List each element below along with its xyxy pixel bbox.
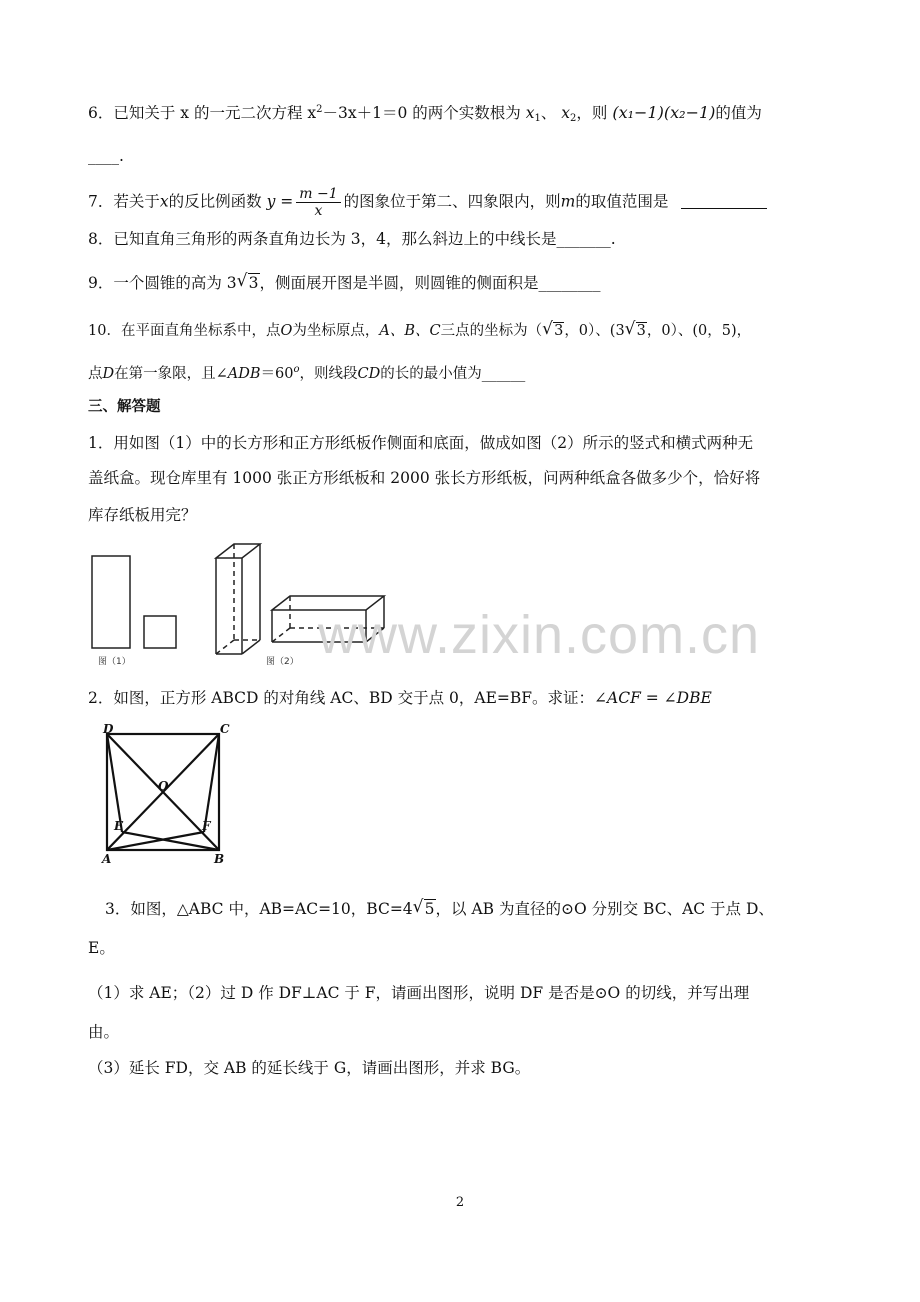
- question-6-line1: 6．已知关于 x 的一元二次方程 $x^2-3x+1=0$ 的两个实数根为 $x_1$、 $x_2$，则 (x₁−1)(x₂−1)的值为: [88, 103, 762, 124]
- label-c: C: [220, 722, 230, 736]
- label-a: A: [102, 852, 112, 866]
- square-board: [144, 616, 176, 648]
- question-8: 8．已知直角三角形的两条直角边长为 3，4，那么斜边上的中线长是_______.: [88, 230, 616, 248]
- label-f: F: [202, 819, 211, 833]
- page-number: 2: [455, 1195, 465, 1210]
- problem-1-line1: 1．用如图（1）中的长方形和正方形纸板作侧面和底面，做成如图（2）所示的竖式和横式两种无: [88, 434, 754, 452]
- label-o: O: [158, 779, 169, 793]
- problem-2: 2．如图，正方形 ABCD 的对角线 AC、BD 交于点 0，AE=BF。求证：∠ACF = ∠DBE: [88, 689, 712, 707]
- problem-1-line2: 盖纸盒。现仓库里有 1000 张正方形纸板和 2000 张长方形纸板，问两种纸盒各做多少个，恰好将: [88, 469, 761, 487]
- section-heading: 三、解答题: [88, 399, 161, 415]
- question-10-line2: 点D在第一象限，且$\angle ADB=60^o$，则线段CD的长的最小值为______: [88, 364, 526, 382]
- answer-blank: [681, 208, 767, 209]
- question-9: 9．一个圆锥的高为 3 √ 3，侧面展开图是半圆，则圆锥的侧面积是________: [88, 273, 601, 293]
- label-d: D: [103, 722, 114, 736]
- vertical-box: [216, 544, 260, 654]
- label-b: B: [214, 852, 225, 866]
- figure-2-caption: 图（2）: [266, 657, 299, 667]
- problem-3-line3: （1）求 AE；（2）过 D 作 DF⊥AC 于 F，请画出图形，说明 DF 是否是⊙O 的切线，并写出理: [88, 984, 750, 1002]
- watermark: www.zixin.com.cn: [318, 605, 761, 665]
- q6-expression: (x₁−1)(x₂−1): [612, 103, 716, 122]
- label-e: E: [114, 819, 124, 833]
- problem-3-line4: 由。: [88, 1023, 120, 1041]
- rectangle-board: [92, 556, 130, 648]
- problem-3-line1: 3．如图，△ABC 中，AB=AC=10，BC=4 √ 5，以 AB 为直径的⊙O 分别交 BC、AC 于点 D、: [105, 899, 774, 919]
- figure-1-caption: 图（1）: [98, 657, 131, 667]
- question-10-line1: 10．在平面直角坐标系中，点O为坐标原点，A、B、C三点的坐标为（ √ 3，0）、(3 √ 3，0）、(0，5)，: [88, 321, 751, 341]
- q7-fraction: $\frac{m -1}{x}$: [296, 186, 340, 219]
- question-7: 7．若关于x的反比例函数 y = $\frac{m -1}{x}$ 的图象位于第二、四象限内，则m的取值范围是: [88, 186, 767, 219]
- question-6-line2: ____.: [88, 147, 124, 165]
- square-figure: [100, 722, 240, 868]
- problem-3-line5: （3）延长 FD，交 AB 的延长线于 G，请画出图形，并求 BG。: [88, 1059, 531, 1077]
- problem-1-line3: 库存纸板用完？: [88, 506, 197, 524]
- problem-3-line2: E。: [88, 939, 115, 957]
